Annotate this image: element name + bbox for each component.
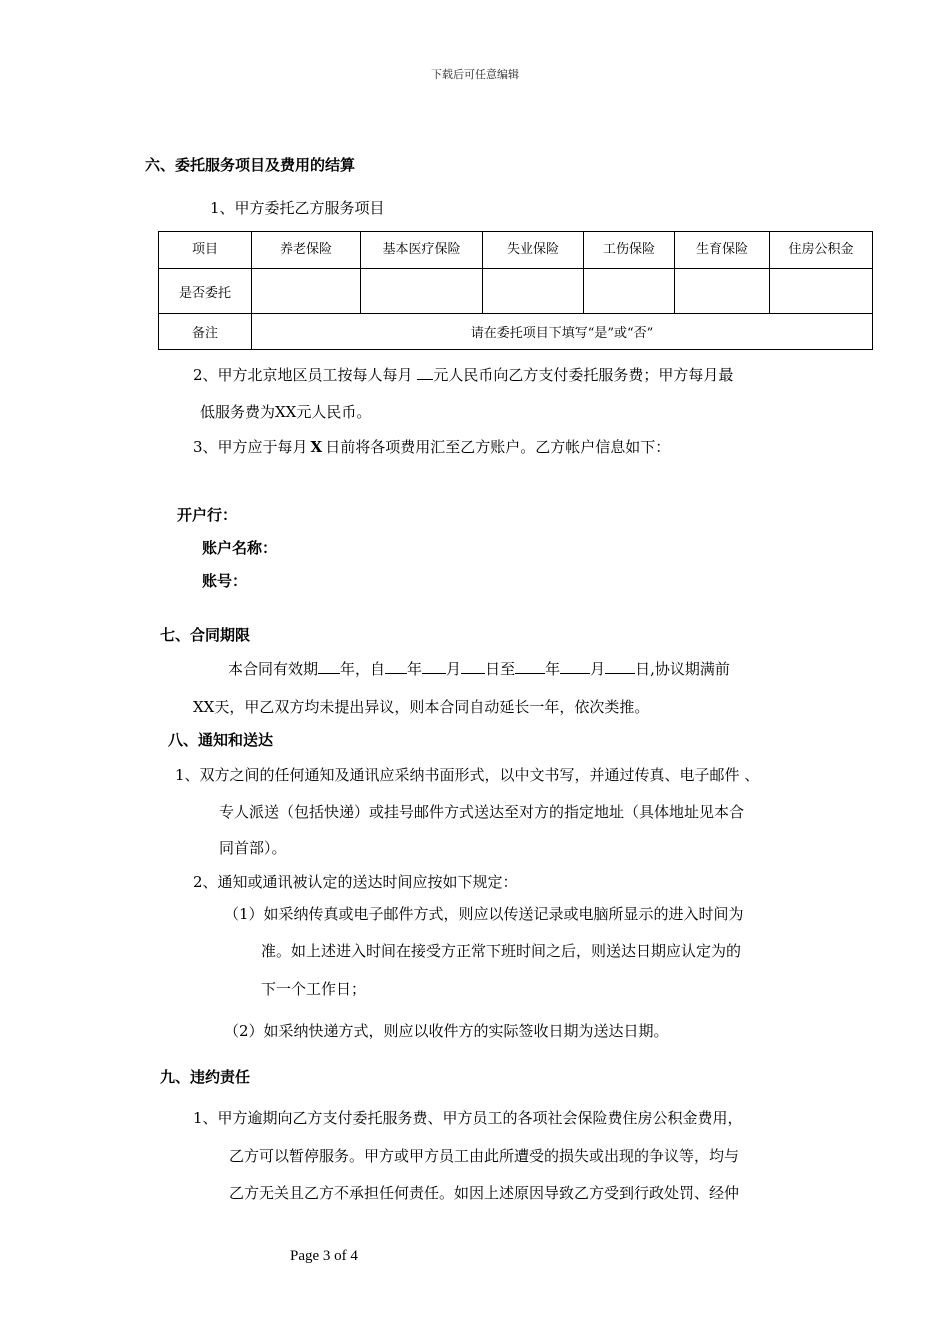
row-label-entrust: 是否委托	[159, 269, 252, 314]
section-6-item-2	[193, 364, 733, 385]
table-header-cell: 失业保险	[483, 232, 584, 269]
blank	[560, 659, 590, 674]
section-8-sub-1-line-3: 下一个工作日；	[261, 980, 367, 998]
account-name-label: 账户名称：	[202, 539, 278, 557]
table-header-cell: 工伤保险	[584, 232, 675, 269]
section-9-item-1-line-3: 乙方无关且乙方不承担任何责任。如因上述原因导致乙方受到行政处罚、经仲	[229, 1184, 740, 1202]
section-7-paragraph-2: XX天，甲乙双方均未提出异议，则本合同自动延长一年，依次类推。	[193, 698, 650, 716]
section-6-item-1: 1、甲方委托乙方服务项目	[210, 199, 385, 217]
section-6-title: 六、委托服务项目及费用的结算	[145, 156, 356, 174]
table-header-cell: 基本医疗保险	[361, 232, 483, 269]
table-header-cell: 住房公积金	[770, 232, 873, 269]
table-cell	[361, 269, 483, 314]
term-text: 年	[407, 660, 423, 678]
page-header: 下载后可任意编辑	[431, 68, 519, 81]
section-9-item-1-line-2: 乙方可以暂停服务。甲方或甲方员工由此所遭受的损失或出现的争议等，均与	[229, 1147, 740, 1165]
table-cell	[770, 269, 873, 314]
table-row	[159, 269, 873, 314]
term-text: 年，自	[340, 660, 386, 678]
term-text: 本合同有效期	[228, 660, 319, 678]
service-items-table	[158, 231, 873, 350]
blank	[385, 659, 407, 674]
section-8-item-1-line-3: 同首部）。	[219, 839, 287, 857]
section-8-sub-1-line-2: 准。如上述进入时间在接受方正常下班时间之后，则送达日期应认定为的	[261, 942, 742, 960]
term-text: 年	[545, 660, 561, 678]
blank	[461, 659, 485, 674]
table-cell	[483, 269, 584, 314]
bank-label: 开户行：	[177, 506, 238, 524]
table-header-cell: 养老保险	[252, 232, 361, 269]
row-label-note: 备注	[159, 314, 252, 350]
table-row	[159, 314, 873, 350]
blank	[605, 659, 635, 674]
blank	[422, 659, 446, 674]
account-number-label: 账号：	[202, 572, 248, 590]
item-2-text-a: 2、甲方北京地区员工按每人每月	[193, 366, 418, 384]
section-8-item-1-line-2: 专人派送（包括快递）或挂号邮件方式送达至对方的指定地址（具体地址见本合	[219, 803, 745, 821]
table-cell	[675, 269, 770, 314]
table-cell	[584, 269, 675, 314]
section-9-item-1: 1、甲方逾期向乙方支付委托服务费、甲方员工的各项社会保险费住房公积金费用，	[193, 1109, 743, 1127]
table-header-cell: 生育保险	[675, 232, 770, 269]
table-header-cell: 项目	[159, 232, 252, 269]
term-text: 日,协议期满前	[635, 660, 730, 678]
blank	[318, 659, 340, 674]
page-number: Page 3 of 4	[290, 1248, 358, 1264]
section-8-item-2: 2、通知或通讯被认定的送达时间应按如下规定：	[193, 873, 518, 891]
section-8-sub-1: （1）如采纳传真或电子邮件方式，则应以传送记录或电脑所显示的进入时间为	[224, 905, 744, 923]
section-7-paragraph-1	[228, 658, 730, 679]
section-6-item-2-line-2: 低服务费为XX元人民币。	[200, 403, 372, 421]
note-text: 请在委托项目下填写“是”或“否”	[252, 314, 873, 350]
section-6-item-3	[193, 436, 670, 457]
term-text: 日至	[485, 660, 516, 678]
section-7-title: 七、合同期限	[160, 626, 251, 644]
section-8-item-1: 1、双方之间的任何通知及通讯应采纳书面形式，以中文书写，并通过传真、电子邮件 、	[175, 766, 760, 784]
term-text: 月	[590, 660, 606, 678]
term-text: 月	[446, 660, 462, 678]
section-8-sub-2: （2）如采纳快递方式，则应以收件方的实际签收日期为送达日期。	[224, 1022, 669, 1040]
table-header-row	[159, 232, 873, 269]
section-9-title: 九、违约责任	[160, 1068, 251, 1086]
amount-blank	[417, 365, 433, 380]
item-3-day: X	[310, 438, 323, 456]
table-cell	[252, 269, 361, 314]
item-3-text-b: 日前将各项费用汇至乙方账户。乙方帐户信息如下：	[325, 438, 671, 456]
section-8-title: 八、通知和送达	[168, 731, 274, 749]
item-2-text-b: 元人民币向乙方支付委托服务费；甲方每月最	[433, 366, 734, 384]
blank	[515, 659, 545, 674]
item-3-text-a: 3、甲方应于每月	[193, 438, 308, 456]
